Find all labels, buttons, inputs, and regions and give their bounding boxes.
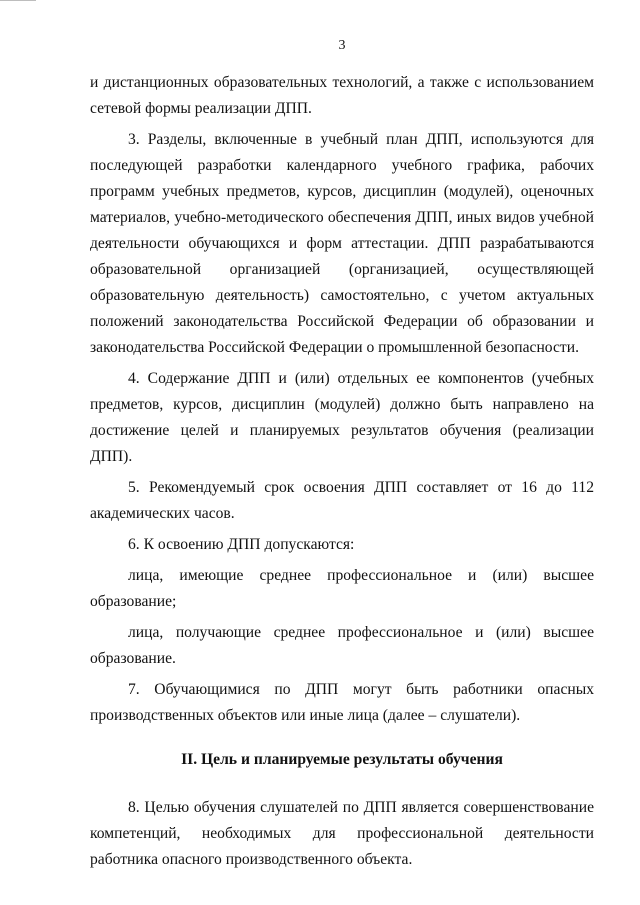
paragraph-6: 6. К освоению ДПП допускаются: bbox=[128, 536, 355, 553]
section-heading: II. Цель и планируемые результаты обучения bbox=[181, 751, 503, 768]
paragraph-6-item-1: лица, имеющие среднее профессиональное и (или) высшее образование; bbox=[90, 567, 594, 610]
paragraph-continuation: и дистанционных образовательных технологий, а также с использованием сетевой формы реализации ДПП. bbox=[90, 74, 594, 117]
document-page bbox=[90, 36, 594, 873]
scan-edge-mark bbox=[0, 0, 36, 1]
paragraph-8: 8. Целью обучения слушателей по ДПП является совершенствование компетенций, необходимых для профессиональной деятельности работника опасного производственного объекта. bbox=[90, 799, 594, 868]
paragraph-6-item-2: лица, получающие среднее профессиональное и (или) высшее образование. bbox=[90, 624, 594, 667]
paragraph-3: 3. Разделы, включенные в учебный план ДПП, используются для последующей разработки календарного учебного графика, рабочих программ учебных предметов, курсов, дисциплин (модулей), оценочных материалов, учебно-методического обеспечения ДПП, иных видов учебной деятельности обучающихся и форм аттестации. ДПП разрабатываются образовательной организацией (организацией, осуществляющей образовательную деятельность) самостоятельно, с учетом актуальных положений законодательства Российской Федерации об образовании и законодательства Российской Федерации о промышленной безопасности. bbox=[90, 131, 594, 356]
page-number: 3 bbox=[338, 38, 346, 53]
paragraph-5: 5. Рекомендуемый срок освоения ДПП составляет от 16 до 112 академических часов. bbox=[90, 479, 594, 522]
paragraph-7: 7. Обучающимися по ДПП могут быть работники опасных производственных объектов или иные лица (далее – слушатели). bbox=[90, 681, 594, 724]
paragraph-4: 4. Содержание ДПП и (или) отдельных ее компонентов (учебных предметов, курсов, дисциплин (модулей) должно быть направлено на достижение целей и планируемых результатов обучения (реализации ДПП). bbox=[90, 370, 594, 465]
